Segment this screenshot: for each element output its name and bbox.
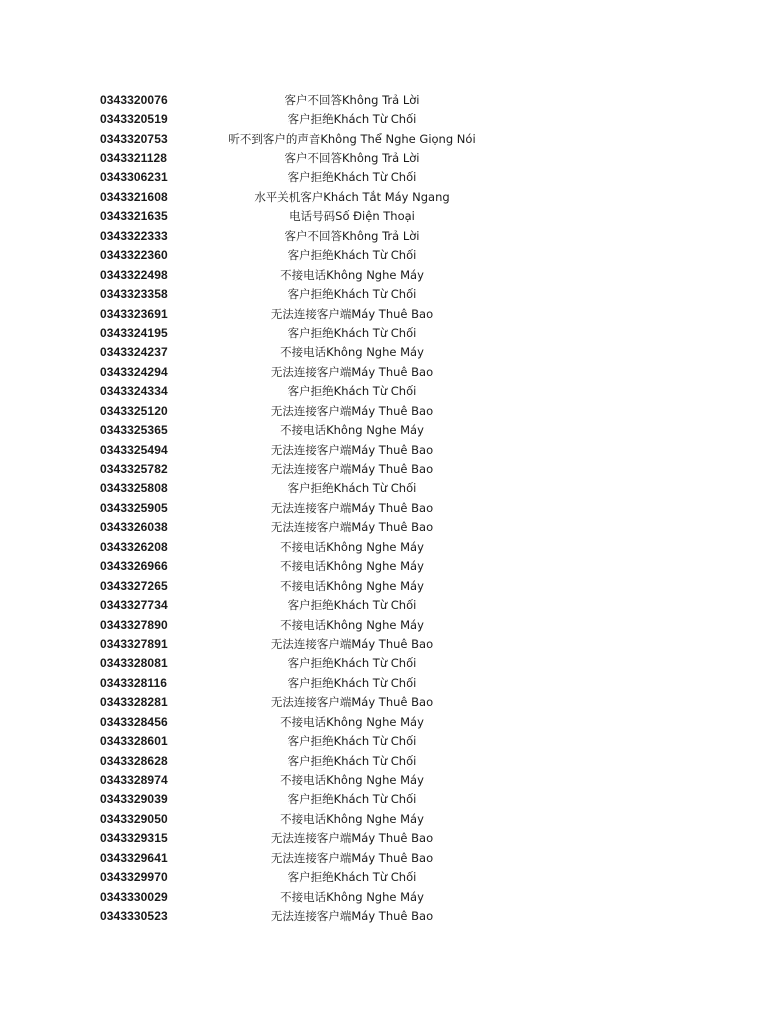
phone-number-cell: 0343306231 (100, 170, 168, 185)
call-status-cell: 无法连接客户端Máy Thuê Bao (270, 636, 434, 651)
phone-number-cell: 0343322333 (100, 228, 168, 243)
call-status-cell: 客户拒绝Khách Từ Chối (287, 170, 417, 185)
phone-number-cell: 0343329315 (100, 831, 168, 846)
call-status-cell: 水平关机客户Khách Tắt Máy Ngang (254, 189, 450, 204)
table-row (0, 168, 768, 187)
call-status-cell: 客户不回答Không Trả Lời (284, 228, 420, 243)
phone-number-cell: 0343325494 (100, 442, 168, 457)
call-status-cell: 听不到客户的声音Không Thể Nghe Giọng Nói (228, 131, 476, 146)
call-status-cell: 无法连接客户端Máy Thuê Bao (270, 695, 434, 710)
table-row (0, 498, 768, 517)
table-row (0, 401, 768, 420)
table-row (0, 343, 768, 362)
phone-number-cell: 0343328116 (100, 675, 168, 690)
table-row (0, 557, 768, 576)
phone-number-cell: 0343326966 (100, 559, 168, 574)
phone-number-cell: 0343329039 (100, 792, 168, 807)
phone-number-cell: 0343328628 (100, 753, 168, 768)
call-status-cell: 不接电话Không Nghe Máy (280, 559, 424, 574)
phone-number-cell: 0343324294 (100, 364, 168, 379)
table-row (0, 595, 768, 614)
call-status-cell: 客户拒绝Khách Từ Chối (287, 598, 417, 613)
table-row (0, 829, 768, 848)
table-row (0, 654, 768, 673)
phone-number-cell: 0343326208 (100, 539, 168, 554)
phone-number-cell: 0343324334 (100, 384, 168, 399)
table-row (0, 284, 768, 303)
phone-number-cell: 0343328281 (100, 695, 168, 710)
phone-number-cell: 0343324195 (100, 325, 168, 340)
phone-number-cell: 0343329970 (100, 870, 168, 885)
call-status-cell: 客户拒绝Khách Từ Chối (287, 734, 417, 749)
table-row (0, 906, 768, 925)
call-status-cell: 无法连接客户端Máy Thuê Bao (270, 850, 434, 865)
phone-number-cell: 0343327734 (100, 598, 168, 613)
table-row (0, 770, 768, 789)
call-status-cell: 客户拒绝Khách Từ Chối (287, 870, 417, 885)
phone-number-cell: 0343328601 (100, 734, 168, 749)
call-status-cell: 无法连接客户端Máy Thuê Bao (270, 306, 434, 321)
call-status-cell: 客户拒绝Khách Từ Chối (287, 325, 417, 340)
call-status-cell: 不接电话Không Nghe Máy (280, 714, 424, 729)
phone-number-cell: 0343327890 (100, 617, 168, 632)
call-status-cell: 客户拒绝Khách Từ Chối (287, 792, 417, 807)
call-status-cell: 客户不回答Không Trả Lời (284, 92, 420, 107)
table-row (0, 109, 768, 128)
phone-number-cell: 0343322360 (100, 248, 168, 263)
table-row (0, 537, 768, 556)
phone-number-cell: 0343321128 (100, 151, 168, 166)
table-row (0, 148, 768, 167)
call-status-cell: 无法连接客户端Máy Thuê Bao (270, 364, 434, 379)
phone-number-cell: 0343328081 (100, 656, 168, 671)
call-status-cell: 不接电话Không Nghe Máy (280, 267, 424, 282)
table-row (0, 868, 768, 887)
table-row (0, 129, 768, 148)
table-row (0, 382, 768, 401)
table-row (0, 207, 768, 226)
table-row (0, 634, 768, 653)
phone-number-cell: 0343322498 (100, 267, 168, 282)
phone-number-cell: 0343320519 (100, 112, 168, 127)
phone-number-cell: 0343325365 (100, 423, 168, 438)
call-status-cell: 无法连接客户端Máy Thuê Bao (270, 909, 434, 924)
call-status-cell: 不接电话Không Nghe Máy (280, 617, 424, 632)
table-row (0, 265, 768, 284)
table-row (0, 673, 768, 692)
table-row (0, 304, 768, 323)
table-row (0, 479, 768, 498)
call-status-cell: 无法连接客户端Máy Thuê Bao (270, 442, 434, 457)
table-row (0, 323, 768, 342)
call-status-cell: 不接电话Không Nghe Máy (280, 345, 424, 360)
phone-number-cell: 0343328974 (100, 773, 168, 788)
table-row (0, 362, 768, 381)
table-row (0, 459, 768, 478)
call-status-cell: 电话号码Số Điện Thoại (289, 209, 415, 224)
table-row (0, 615, 768, 634)
phone-number-cell: 0343330523 (100, 909, 168, 924)
phone-number-cell: 0343329050 (100, 811, 168, 826)
table-row (0, 518, 768, 537)
table-row (0, 576, 768, 595)
call-status-table (0, 90, 768, 926)
table-row (0, 790, 768, 809)
call-status-cell: 客户拒绝Khách Từ Chối (287, 384, 417, 399)
phone-number-cell: 0343327891 (100, 636, 168, 651)
call-status-cell: 不接电话Không Nghe Máy (280, 423, 424, 438)
table-row (0, 90, 768, 109)
table-row (0, 712, 768, 731)
phone-number-cell: 0343324237 (100, 345, 168, 360)
call-status-cell: 不接电话Không Nghe Máy (280, 578, 424, 593)
table-row (0, 731, 768, 750)
phone-number-cell: 0343323691 (100, 306, 168, 321)
phone-number-cell: 0343325120 (100, 403, 168, 418)
call-status-cell: 不接电话Không Nghe Máy (280, 889, 424, 904)
table-row (0, 809, 768, 828)
call-status-cell: 不接电话Không Nghe Máy (280, 539, 424, 554)
call-status-cell: 客户拒绝Khách Từ Chối (287, 287, 417, 302)
call-status-cell: 客户拒绝Khách Từ Chối (287, 112, 417, 127)
phone-number-cell: 0343325782 (100, 462, 168, 477)
table-row (0, 246, 768, 265)
call-status-cell: 客户拒绝Khách Từ Chối (287, 753, 417, 768)
phone-number-cell: 0343321608 (100, 189, 168, 204)
call-status-cell: 客户拒绝Khách Từ Chối (287, 656, 417, 671)
phone-number-cell: 0343329641 (100, 850, 168, 865)
phone-number-cell: 0343326038 (100, 520, 168, 535)
phone-number-cell: 0343320753 (100, 131, 168, 146)
table-row (0, 420, 768, 439)
phone-number-cell: 0343320076 (100, 92, 168, 107)
call-status-cell: 无法连接客户端Máy Thuê Bao (270, 462, 434, 477)
call-status-cell: 客户拒绝Khách Từ Chối (287, 675, 417, 690)
call-status-cell: 不接电话Không Nghe Máy (280, 773, 424, 788)
call-status-cell: 客户拒绝Khách Từ Chối (287, 248, 417, 263)
call-status-cell: 不接电话Không Nghe Máy (280, 811, 424, 826)
table-row (0, 887, 768, 906)
call-status-cell: 客户不回答Không Trả Lời (284, 151, 420, 166)
phone-number-cell: 0343323358 (100, 287, 168, 302)
call-status-cell: 无法连接客户端Máy Thuê Bao (270, 831, 434, 846)
call-status-cell: 客户拒绝Khách Từ Chối (287, 481, 417, 496)
call-status-cell: 无法连接客户端Máy Thuê Bao (270, 500, 434, 515)
table-row (0, 187, 768, 206)
phone-number-cell: 0343327265 (100, 578, 168, 593)
call-status-cell: 无法连接客户端Máy Thuê Bao (270, 403, 434, 418)
phone-number-cell: 0343325808 (100, 481, 168, 496)
call-status-cell: 无法连接客户端Máy Thuê Bao (270, 520, 434, 535)
phone-number-cell: 0343321635 (100, 209, 168, 224)
table-row (0, 751, 768, 770)
table-row (0, 848, 768, 867)
table-row (0, 226, 768, 245)
table-row (0, 440, 768, 459)
phone-number-cell: 0343330029 (100, 889, 168, 904)
phone-number-cell: 0343328456 (100, 714, 168, 729)
phone-number-cell: 0343325905 (100, 500, 168, 515)
table-row (0, 693, 768, 712)
